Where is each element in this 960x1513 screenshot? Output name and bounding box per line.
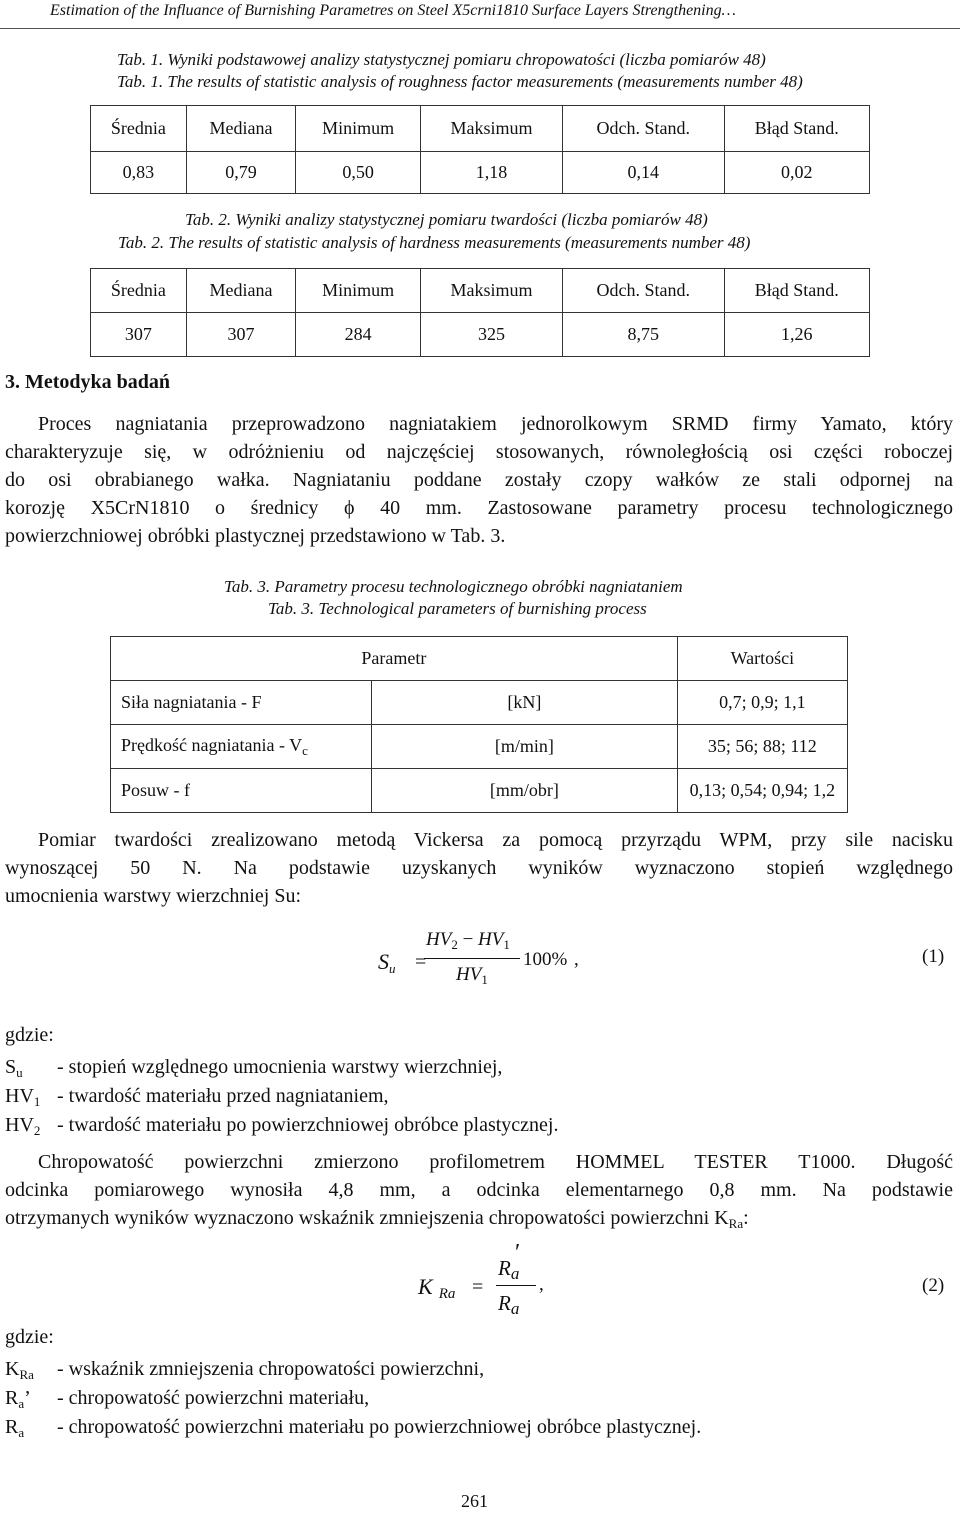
paragraph-line: do osi obrabianego wałka. Nagniataniu poddane zostały czopy wałków ze stali odpornej na	[5, 469, 953, 491]
eq2-comma: ,	[539, 1274, 544, 1295]
table2-value-cell: 1,26	[724, 313, 869, 357]
table1-caption-pl: Tab. 1. Wyniki podstawowej analizy statystycznej pomiaru chropowatości (liczba pomiarów 48)	[117, 50, 766, 69]
symbol-definition: $HV_2$ - twardość materiału po powierzchniowej obróbce plastycznej.	[5, 1114, 559, 1138]
where-label: gdzie:	[5, 1024, 54, 1046]
paragraph-line: wynoszącej 50 N. Na podstawie uzyskanych wyników wyznaczono stopień względnego	[5, 857, 953, 879]
table1-value-cell: 0,02	[724, 152, 869, 194]
paragraph-hardness	[5, 826, 953, 910]
table1-value-cell: 0,83	[91, 152, 187, 194]
page-number: 261	[461, 1491, 488, 1511]
table3-param-unit: [m/min]	[372, 725, 678, 769]
eq2-denominator: $R_a$	[498, 1291, 520, 1318]
table3-param-name: Posuw - f	[111, 769, 372, 813]
table1	[90, 105, 870, 194]
paragraph-line: Pomiar twardości zrealizowano metodą Vickersa za pomocą przyrządu WPM, przy sile nacisku	[38, 829, 953, 851]
eq1-numerator: $HV_2 - HV_1$	[426, 929, 510, 952]
eq1-denominator: $HV_1$	[456, 964, 488, 987]
paragraph-method	[5, 410, 953, 550]
running-header: Estimation of the Influance of Burnishing Parametres on Steel X5crni1810 Surface Layers Strengthening…	[50, 2, 736, 19]
table3-param-name: Siła nagniatania - F	[111, 681, 372, 725]
table1-header-cell: Średnia	[91, 106, 187, 152]
table1-value-cell: 0,50	[296, 152, 421, 194]
paragraph-line: powierzchniowej obróbki plastycznej przedstawiono w Tab. 3.	[5, 525, 506, 547]
table1-header-cell: Mediana	[186, 106, 295, 152]
eq2-prime: ′	[515, 1240, 521, 1266]
table3-caption-en: Tab. 3. Technological parameters of burnishing process	[268, 599, 647, 618]
symbol-definition: $R_a$ - chropowatość powierzchni materiału po powierzchniowej obróbce plastycznej.	[5, 1416, 702, 1440]
paragraph-roughness	[5, 1148, 953, 1232]
table2-caption-pl: Tab. 2. Wyniki analizy statystycznej pomiaru twardości (liczba pomiarów 48)	[185, 210, 708, 229]
table2-value-cell: 8,75	[562, 313, 724, 357]
table1-value-cell: 0,79	[186, 152, 295, 194]
table3	[110, 636, 848, 813]
table3-param-unit: [mm/obr]	[372, 769, 678, 813]
table2-header-cell: Odch. Stand.	[562, 269, 724, 313]
table2-header-cell: Błąd Stand.	[724, 269, 869, 313]
eq2-numerator: $R_a$	[498, 1256, 520, 1283]
eq1-lhs: $S_u$	[378, 949, 396, 976]
symbol-list-2	[5, 1358, 945, 1445]
table2-caption-en: Tab. 2. The results of statistic analysis of hardness measurements (measurements number 48)	[118, 233, 751, 252]
paragraph-line: odcinka pomiarowego wynosiła 4,8 mm, a odcinka elementarnego 0,8 mm. Na podstawie	[5, 1179, 953, 1201]
eq1-percent: 100%	[523, 949, 568, 970]
table3-param-name: Prędkość nagniatania - $V_c$	[111, 725, 372, 769]
table2-value-cell: 325	[421, 313, 563, 357]
table3-header-value: Wartości	[677, 637, 847, 681]
symbol-definition: $S_u$ - stopień względnego umocnienia warstwy wierzchniej,	[5, 1056, 503, 1080]
header-rule	[0, 28, 960, 29]
table1-header-cell: Odch. Stand.	[562, 106, 724, 152]
table1-header-cell: Błąd Stand.	[724, 106, 869, 152]
table2-header-cell: Maksimum	[421, 269, 563, 313]
symbol-definition: $K_{Ra}$ - wskaźnik zmniejszenia chropowatości powierzchni,	[5, 1358, 485, 1382]
paragraph-line: charakteryzuje się, w odróżnieniu od najczęściej stosowanych, równoległością osi części roboczej	[5, 441, 953, 463]
equation-1	[378, 927, 638, 997]
table2-value-cell: 307	[91, 313, 187, 357]
equation-2-number: (2)	[922, 1275, 945, 1296]
table1-header-cell: Maksimum	[421, 106, 563, 152]
section-title: 3. Metodyka badań	[5, 371, 171, 393]
table1-value-cell: 1,18	[421, 152, 563, 194]
table3-param-values: 0,13; 0,54; 0,94; 1,2	[677, 769, 847, 813]
eq2-fraction-bar	[496, 1285, 536, 1286]
equation-1-number: (1)	[922, 946, 945, 967]
eq2-lhs: K $_{Ra}$	[418, 1274, 456, 1302]
table2-header-cell: Minimum	[296, 269, 421, 313]
table3-caption-pl: Tab. 3. Parametry procesu technologicznego obróbki nagniataniem	[224, 577, 683, 596]
table3-param-values: 35; 56; 88; 112	[677, 725, 847, 769]
paragraph-line: otrzymanych wyników wyznaczono wskaźnik zmniejszenia chropowatości powierzchni $K_{Ra}$:	[5, 1207, 749, 1231]
paragraph-line: Chropowatość powierzchni zmierzono profilometrem HOMMEL TESTER T1000. Długość	[38, 1151, 953, 1173]
table3-param-unit: [kN]	[372, 681, 678, 725]
symbol-definition: $HV_1$ - twardość materiału przed nagniataniem,	[5, 1085, 389, 1109]
table3-header-param: Parametr	[111, 637, 678, 681]
eq1-fraction-bar	[424, 958, 520, 959]
table3-param-values: 0,7; 0,9; 1,1	[677, 681, 847, 725]
symbol-definition: $R_a$’ - chropowatość powierzchni materiału,	[5, 1387, 370, 1411]
table2-value-cell: 307	[186, 313, 295, 357]
table1-value-cell: 0,14	[562, 152, 724, 194]
equation-2	[418, 1240, 578, 1324]
table2-header-cell: Mediana	[186, 269, 295, 313]
where-label: gdzie:	[5, 1326, 54, 1348]
paragraph-line: umocnienia warstwy wierzchniej Su:	[5, 885, 302, 907]
table1-header-cell: Minimum	[296, 106, 421, 152]
symbol-list-1	[5, 1056, 905, 1143]
table2-value-cell: 284	[296, 313, 421, 357]
table2-header-cell: Średnia	[91, 269, 187, 313]
eq2-equals: =	[472, 1276, 484, 1298]
eq1-comma: ,	[574, 949, 579, 970]
paragraph-line: korozję X5CrN1810 o średnicy ϕ 40 mm. Zastosowane parametry procesu technologicznego	[5, 497, 953, 519]
table2	[90, 268, 870, 357]
eq1-equals: =	[415, 951, 427, 973]
paragraph-line: Proces nagniatania przeprowadzono nagniatakiem jednorolkowym SRMD firmy Yamato, który	[38, 413, 953, 435]
table1-caption-en: Tab. 1. The results of statistic analysis of roughness factor measurements (measurements number 48)	[117, 72, 803, 91]
